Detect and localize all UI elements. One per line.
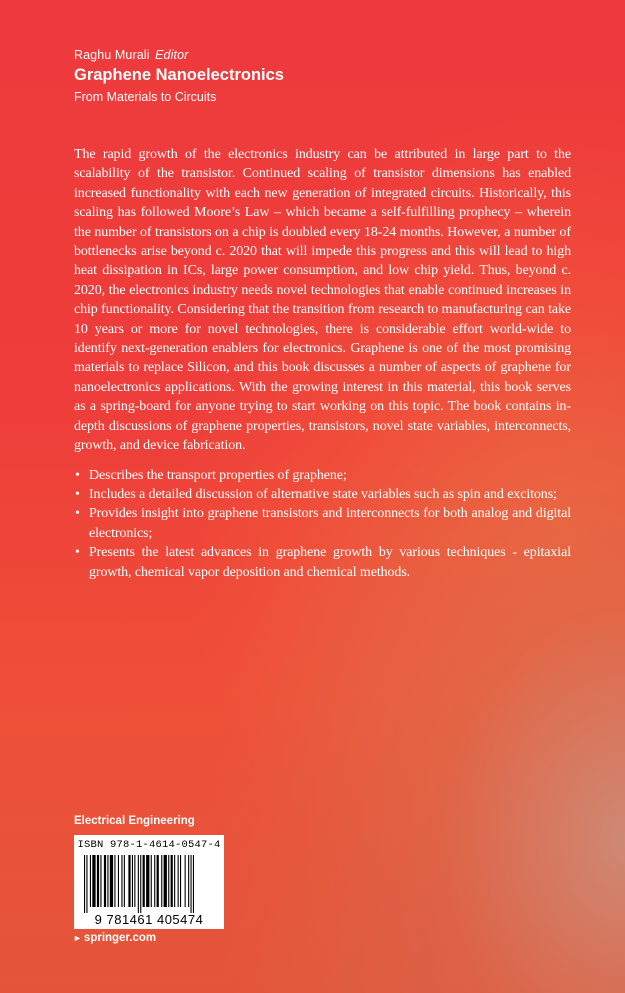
barcode-bar: [193, 855, 194, 913]
barcode-bar: [124, 855, 125, 907]
header-block: [74, 47, 284, 106]
barcode-bar: [90, 855, 91, 907]
barcode-bar: [188, 855, 189, 907]
feature-item: [74, 504, 571, 543]
book-title: Graphene Nanoelectronics: [74, 66, 284, 84]
barcode-bar: [121, 855, 122, 907]
barcode-bar: [174, 855, 175, 907]
barcode-bar: [161, 855, 162, 907]
barcode-bar: [92, 855, 95, 907]
bullet-icon: •: [75, 545, 80, 561]
barcode-bar: [171, 855, 173, 907]
barcode-bar: [114, 855, 115, 907]
barcode-bar: [140, 855, 141, 913]
barcode-bar: [178, 855, 179, 907]
barcode-bar: [86, 855, 87, 913]
description-block: [74, 145, 571, 582]
feature-text: Includes a detailed discussion of alternative state variables such as spin and excitons;: [89, 486, 557, 502]
barcode-bar: [138, 855, 139, 913]
barcode-bar: [132, 855, 133, 907]
barcode-bar: [104, 855, 106, 907]
author-name: Raghu Murali: [74, 48, 150, 62]
feature-text: Describes the transport properties of graphene;: [89, 467, 347, 483]
isbn-barcode: [74, 835, 224, 929]
barcode-bar: [185, 855, 186, 907]
barcode-bar: [180, 855, 181, 907]
isbn-label: ISBN 978-1-4614-0547-4: [77, 839, 221, 851]
subject-category: Electrical Engineering: [74, 815, 195, 827]
barcode-bar: [97, 855, 99, 907]
barcode-bar: [164, 855, 167, 907]
barcode-digits: 9 781461 405474: [94, 912, 204, 927]
barcode-bar: [128, 855, 130, 907]
barcode-bar: [154, 855, 155, 907]
barcode-bar: [191, 855, 192, 913]
feature-list: [74, 466, 571, 582]
bullet-icon: •: [75, 506, 80, 522]
barcode-bar: [110, 855, 113, 907]
feature-item: [74, 485, 571, 504]
barcode-bar: [151, 855, 152, 907]
barcode-bar: [157, 855, 159, 907]
barcode-bar: [107, 855, 108, 907]
publisher-link[interactable]: [73, 932, 156, 944]
feature-text: Provides insight into graphene transistors and interconnects for both analog and digital electronics;: [89, 506, 571, 541]
barcode-bar: [84, 855, 85, 913]
book-subtitle: From Materials to Circuits: [74, 90, 217, 104]
barcode-bar: [118, 855, 119, 907]
feature-item: [74, 466, 571, 485]
barcode-bar: [100, 855, 101, 907]
barcode-bar: [143, 855, 145, 907]
feature-text: Presents the latest advances in graphene growth by various techniques - epitaxial growth, chemical vapor deposition and chemical methods.: [89, 545, 571, 580]
author-line: [74, 47, 284, 63]
bullet-icon: •: [75, 486, 80, 502]
publisher-url: springer.com: [83, 932, 157, 944]
author-role: Editor: [155, 48, 189, 62]
barcode-bar: [134, 855, 135, 907]
barcode-bars: [84, 855, 214, 913]
arrow-icon: ►: [73, 933, 82, 943]
feature-item: [74, 543, 571, 582]
bullet-icon: •: [75, 467, 80, 483]
barcode-bar: [146, 855, 149, 907]
blurb-paragraph: The rapid growth of the electronics industry can be attributed in large part to the scalability of the transistor. Continued scaling of transistor dimensions has enabled increased functionality with each new generation of integrated circuits. Historically, this scaling has followed Moore’s Law – which became a self-fulfilling prophecy – wherein the number of transistors on a chip is doubled every 18-24 months. However, a number of bottlenecks arise beyond c. 2020 that will impede this progress and this will lead to high heat dissipation in ICs, large power consumption, and low chip yield. Thus, beyond c. 2020, the electronics industry needs novel technologies that enable continued increases in chip functionality. Considering that the transition from research to manufacturing can take 10 years or more for novel technologies, there is considerable effort world-wide to identify next-generation enablers for electronics. Graphene is one of the most promising materials to replace Silicon, and this book discusses a number of aspects of graphene for nanoelectronics applications. With the growing interest in this material, this book serves as a spring-board for anyone trying to start working on this topic. The book contains in-depth discussions of graphene properties, transistors, novel state variables, interconnects, growth, and device fabrication.: [74, 147, 571, 454]
barcode-bar: [168, 855, 169, 907]
